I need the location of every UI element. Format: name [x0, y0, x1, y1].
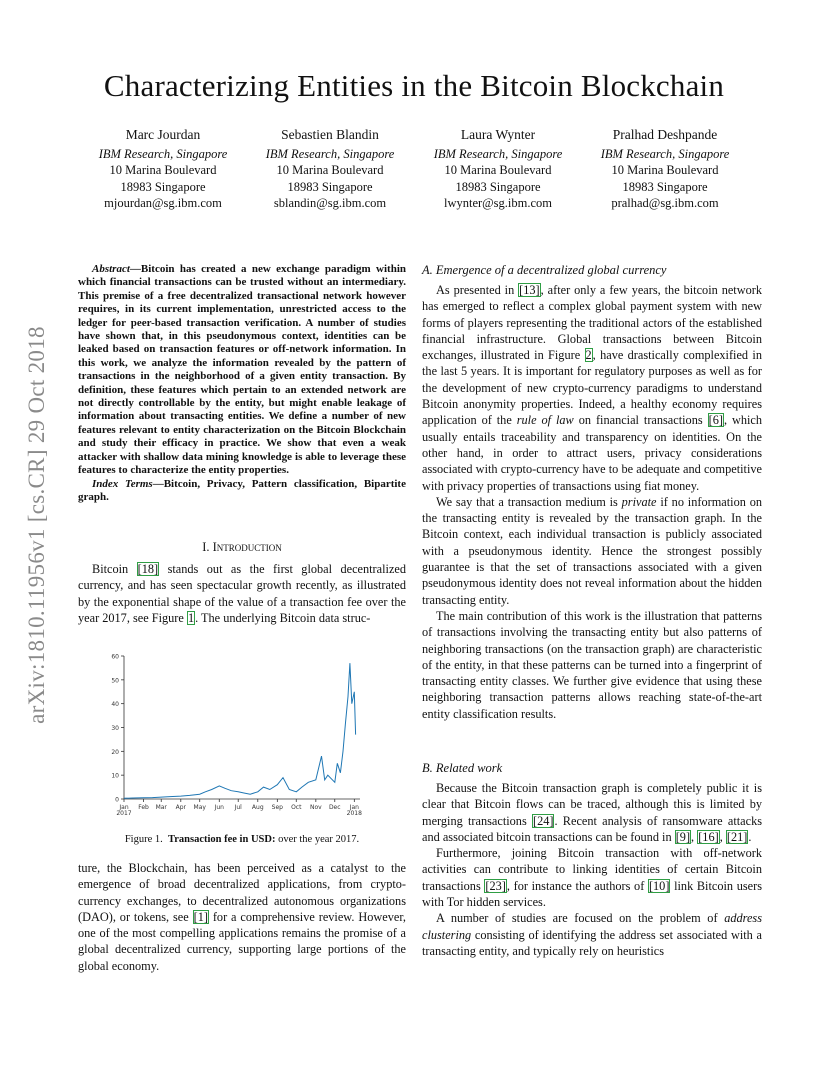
subsection-heading-b: B. Related work [422, 761, 503, 775]
caption-rest: over the year 2017. [275, 834, 360, 845]
text-run: , [719, 829, 726, 844]
emphasis: private [621, 494, 657, 509]
author-affiliation: IBM Research, Singapore [433, 146, 563, 161]
citation-link[interactable]: [10] [648, 878, 670, 893]
author-address: 10 Marina Boulevard [444, 163, 552, 177]
author-block-3 [413, 127, 583, 212]
x-tick-label: Sep [271, 804, 283, 811]
chart-plot-area [111, 654, 362, 818]
text-run: We say that a transaction medium is [436, 494, 622, 509]
author-block-2 [245, 127, 415, 212]
author-affiliation: IBM Research, Singapore [265, 146, 395, 161]
author-email: sblandin@sg.ibm.com [273, 196, 387, 210]
author-city: 18983 Singapore [120, 179, 206, 194]
text-run: , have drastically complexified in the last 5 years. It is important for regulatory purposes as well as for the development of new crypto-currency paradigms to understand Bitcoin anonymity properties. Indeed, a healthy economy requires application of the [422, 348, 762, 428]
x-tick-label: Mar [155, 804, 167, 811]
citation-link[interactable]: [16] [698, 829, 719, 844]
abstract [78, 263, 406, 504]
text-run: Furthermore, joining Bitcoin transaction with off-network activities can contribute to linking identities of certain Bitcoin transactions [422, 846, 762, 893]
x-tick-label: Jan [119, 804, 129, 811]
x-tick-label: Apr [175, 804, 186, 811]
text-run: A number of studies are focused on the problem of [436, 911, 725, 926]
y-tick-label: 60 [111, 653, 119, 661]
author-name: Sebastien Blandin [281, 127, 379, 142]
citation-link[interactable]: [1] [193, 909, 208, 924]
citation-link[interactable]: [24] [532, 813, 554, 828]
text-run: As presented in [436, 283, 519, 297]
x-tick-label: Oct [291, 804, 302, 811]
figure-link[interactable]: 2 [585, 348, 592, 363]
author-address: 10 Marina Boulevard [276, 163, 384, 177]
y-tick-label: 20 [111, 748, 119, 756]
text-run: Bitcoin [92, 562, 137, 576]
author-name: Laura Wynter [460, 127, 536, 142]
author-name: Pralhad Deshpande [612, 127, 718, 142]
subsection-a-body [422, 282, 762, 722]
author-block-4 [580, 127, 750, 212]
x-tick-label: Jun [214, 804, 224, 811]
text-run: , which usually entails traceability and transparency on identities. On the other hand, in order to attract users, privacy considerations associated with crypto-currency have to be adequate and competitive with privacy properties of transactions using fiat money. [422, 413, 763, 493]
author-city: 18983 Singapore [455, 179, 541, 194]
text-run: ture, the Blockchain, has been perceived as a catalyst to the emergence of broad decentralized applications, from crypto-currency exchanges, to decentralized autonomous organizations (DAO), or tokens, see [78, 861, 406, 924]
fee-series-line [124, 663, 356, 798]
text-run: , after only a few years, the bitcoin network has emerged to reflect a complex global payment system with new forms of players representing the traditional actors of the established financial infrastructure. Global transactions between Bitcoin exchanges, illustrated in Figure [422, 283, 762, 363]
figure-1-caption [78, 832, 406, 848]
abstract-label: Abstract [92, 263, 130, 275]
y-tick-label: 40 [111, 701, 119, 709]
text-run: stands out as the first global decentralized currency, and has seen spectacular growth recently, as illustrated by the exponential shape of the value of a transaction fee over the year 2017, see Figure [78, 562, 407, 625]
x-tick-label: Aug [251, 804, 264, 811]
introduction-paragraph-continued [78, 860, 406, 974]
author-affiliation: IBM Research, Singapore [98, 146, 228, 161]
author-name: Marc Jourdan [125, 127, 201, 142]
text-run: consisting of identifying the address set associated with a transacting entity, and typically rely on heuristics [422, 927, 762, 958]
abstract-text: —Bitcoin has created a new exchange paradigm within which financial transactions can be trusted without an intermediary. This premise of a free decentralized transactional network however requires, in its current implementation, unrestricted access to the ledger for peer-based transaction verification. A number of studies have shown that, in this pseudonymous context, identities can be leaked based on transaction features or off-network information. In this work, we analyze the information revealed by the pattern of transactions in the neighborhood of a given entity transaction. By definition, these features which pertain to an extended network are not directly controllable by the entity, but might enable leakage of information about transacting entities. We define a number of new features relevant to entity characterization on the Bitcoin Blockchain and study their efficacy in practice. We show that even a weak attacker with shallow data mining knowledge is able to leverage these features to characterize the entity properties. [78, 263, 406, 477]
author-address: 10 Marina Boulevard [109, 163, 217, 177]
author-email: mjourdan@sg.ibm.com [104, 196, 222, 210]
emphasis: rule of law [516, 413, 574, 428]
x-tick-label: Jul [234, 804, 242, 811]
caption-label: Figure 1. [124, 834, 163, 845]
introduction-paragraph [78, 561, 406, 626]
x-tick-label: Nov [309, 804, 322, 811]
figure-link[interactable]: 1 [187, 610, 195, 625]
x-tick-label: Dec [328, 804, 341, 811]
text-run: The main contribution of this work is the illustration that patterns of transactions involving the transacting entity but also patterns of neighboring transactions (on the transaction graph) are characteristic of the entity, in that these patterns can be turned into a fingerprint of transacting entity classes. We further give evidence that using these neighboring transaction patterns allows reaching state-of-the-art entity classification results. [422, 608, 762, 721]
subsection-b-body [422, 780, 762, 959]
text-run: link Bitcoin users with Tor hidden services. [422, 878, 762, 910]
author-email: lwynter@sg.ibm.com [443, 196, 553, 210]
arxiv-identifier [22, 290, 52, 760]
subsection-heading-a: A. Emergence of a decentralized global currency [422, 263, 667, 277]
text-run: on financial transactions [573, 413, 708, 428]
x-tick-label: 2018 [346, 810, 362, 817]
y-tick-label: 10 [111, 772, 119, 780]
text-run: . Recent analysis of ransomware attacks and associated bitcoin transactions can be found in [422, 813, 762, 844]
author-block-1 [78, 127, 248, 212]
citation-link[interactable]: [23] [485, 878, 506, 893]
y-tick-label: 30 [111, 725, 119, 732]
index-terms-label: Index Terms [92, 477, 153, 490]
index-terms-text: —Bitcoin, Privacy, Pattern classification, Bipartite graph. [78, 477, 406, 503]
caption-bold: Transaction fee in USD: [168, 834, 276, 845]
x-tick-label: May [193, 804, 206, 811]
paper-title: Characterizing Entities in the Bitcoin Blockchain [103, 68, 725, 103]
emphasis: address clustering [422, 911, 762, 942]
citation-link[interactable]: [9] [675, 829, 691, 844]
figure-1-chart [96, 648, 366, 820]
author-city: 18983 Singapore [287, 179, 373, 194]
author-affiliation: IBM Research, Singapore [600, 146, 730, 161]
text-run: for a comprehensive review. However, one of the most compelling applications remains the promise of a global decentralized currency, supporting large portions of the global economy. [78, 909, 406, 973]
text-run: , for instance the authors of [506, 878, 648, 893]
citation-link[interactable]: [13] [519, 283, 540, 297]
text-run: . [748, 829, 752, 844]
x-tick-label: Jan [349, 804, 359, 811]
arxiv-identifier-text: arXiv:1810.11956v1 [cs.CR] 29 Oct 2018 [24, 326, 49, 724]
y-tick-label: 50 [111, 677, 119, 685]
x-tick-label: Feb [138, 804, 149, 811]
author-address: 10 Marina Boulevard [611, 163, 719, 177]
section-heading-introduction: I. Introduction [202, 540, 282, 554]
author-email: pralhad@sg.ibm.com [611, 196, 719, 210]
text-run: . The underlying Bitcoin data struc- [195, 610, 371, 625]
citation-link[interactable]: [6] [708, 413, 723, 428]
text-run: if no information on the transacting entity is revealed by the transaction graph. In the Bitcoin context, each individual transaction is publicly associated with a pseudonymous identity. Hence the strongest possibly guarantee is that the set of transactions associated with a given pseudonymous identity does not reveal information about the hidden transacting entity. [422, 494, 762, 607]
citation-link[interactable]: [21] [726, 829, 748, 844]
x-tick-label: 2017 [116, 810, 132, 817]
citation-link[interactable]: [18] [137, 562, 159, 576]
author-city: 18983 Singapore [622, 179, 708, 194]
text-run: Because the Bitcoin transaction graph is completely public it is clear that Bitcoin flows can be traced, although this is limited by merging transactions [422, 781, 762, 828]
text-run: , [691, 829, 698, 844]
y-tick-label: 0 [115, 796, 119, 804]
